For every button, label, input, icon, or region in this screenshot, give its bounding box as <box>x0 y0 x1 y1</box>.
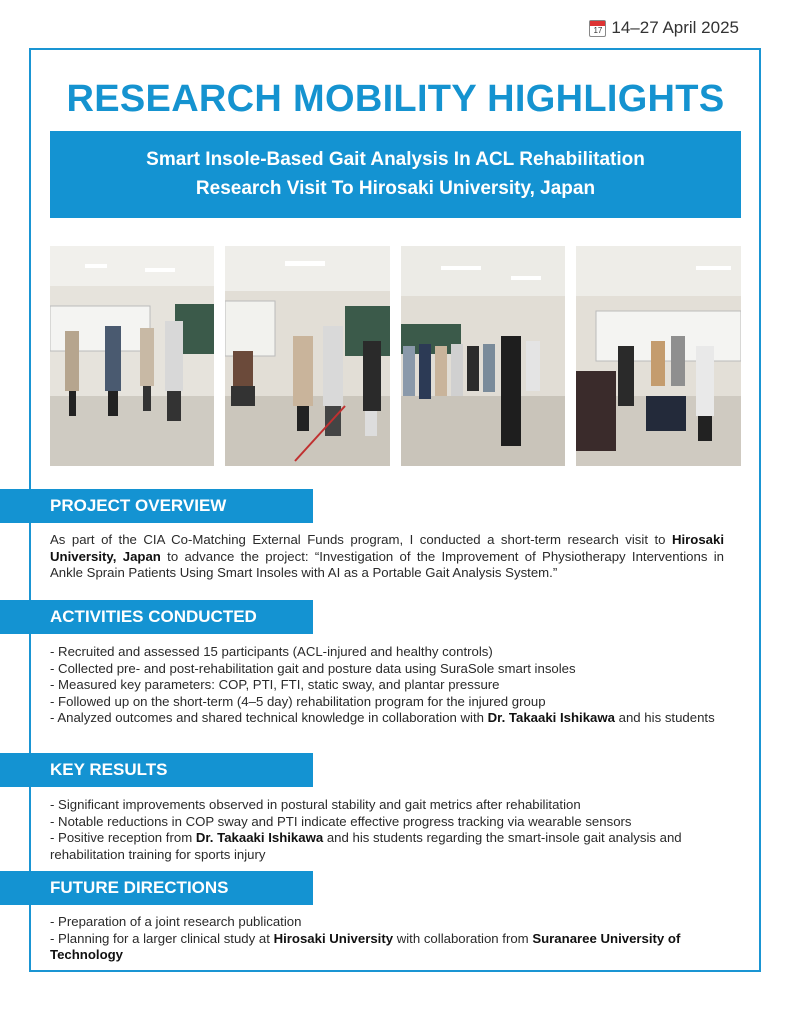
date-text: 14–27 April 2025 <box>611 18 739 37</box>
list-item: - Collected pre- and post-rehabilitation gait and posture data using SuraSole smart insoles <box>50 660 576 676</box>
list-item: - Followed up on the short-term (4–5 day) rehabilitation program for the injured group <box>50 693 546 709</box>
section-heading-overview: PROJECT OVERVIEW <box>0 489 313 523</box>
section-heading-results: KEY RESULTS <box>0 753 313 787</box>
subtitle-banner <box>50 131 741 218</box>
list-item: - Preparation of a joint research publication <box>50 914 302 929</box>
photo-2 <box>225 246 390 466</box>
section-heading-activities: ACTIVITIES CONDUCTED <box>0 600 313 634</box>
list-item: - Significant improvements observed in postural stability and gait metrics after rehabilitation <box>50 797 581 812</box>
list-item: - Analyzed outcomes and shared technical knowledge in collaboration with Dr. Takaaki Ishikawa and his students <box>50 710 715 726</box>
page-title: RESEARCH MOBILITY HIGHLIGHTS <box>66 78 725 120</box>
list-item: - Recruited and assessed 15 participants (ACL-injured and healthy controls) <box>50 644 493 659</box>
section-heading-future: FUTURE DIRECTIONS <box>0 871 313 905</box>
photo-4 <box>576 246 741 466</box>
subtitle-line-1: Smart Insole-Based Gait Analysis In ACL Rehabilitation <box>146 149 645 170</box>
results-list <box>50 797 730 863</box>
list-item: - Measured key parameters: COP, PTI, FTI, static sway, and plantar pressure <box>50 677 500 693</box>
activities-list <box>50 644 730 727</box>
list-item: - Planning for a larger clinical study at Hirosaki University with collaboration from Suranaree University of Technology <box>50 930 681 963</box>
subtitle-line-2: Research Visit To Hirosaki University, Japan <box>195 178 596 199</box>
date-line <box>589 18 739 38</box>
future-list <box>50 914 730 964</box>
photo-3 <box>401 246 565 466</box>
list-item: - Notable reductions in COP sway and PTI indicate effective progress tracking via wearable sensors <box>50 813 632 829</box>
list-item: - Positive reception from Dr. Takaaki Ishikawa and his students regarding the smart-insole gait analysis and rehabilitation training for sports injury <box>50 830 682 862</box>
calendar-icon: 17 <box>589 20 606 37</box>
overview-paragraph: As part of the CIA Co-Matching External Funds program, I conducted a short-term research visit to Hirosaki University, Japan to advance the project: “Investigation of the Improvement of Physiotherapy Interventions in Ankle Sprain Patients Using Smart Insoles with AI as a Portable Gait Analysis System.” <box>50 532 724 580</box>
photo-1 <box>50 246 214 466</box>
